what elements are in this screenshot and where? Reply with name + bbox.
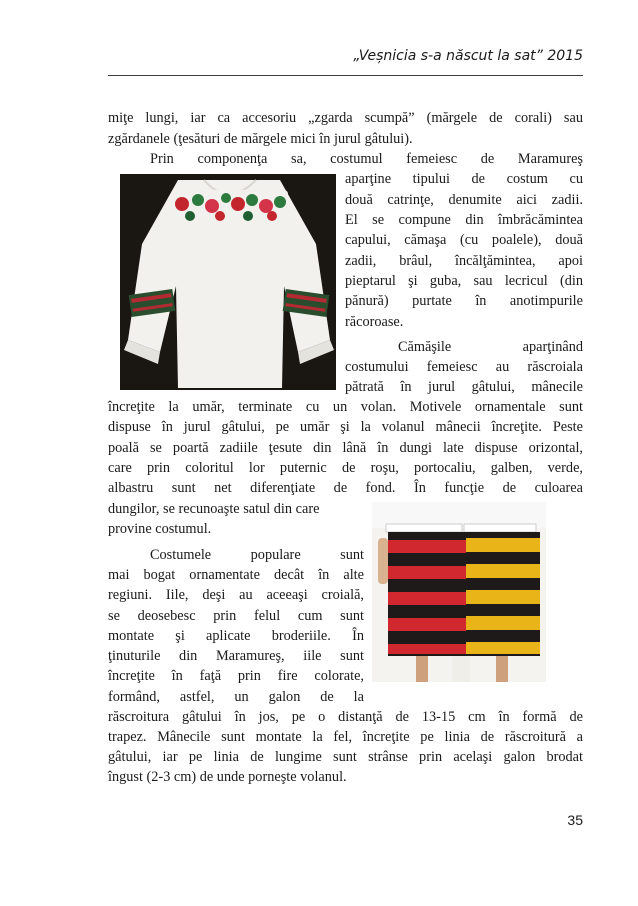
body-line: miţe lungi, iar ca accesoriu „zgarda scumpă” (mărgele de corali) sau (108, 110, 583, 126)
embroidered-blouse-photo (120, 174, 336, 390)
body-line: aparţine tipului de costum cu (345, 171, 583, 187)
body-line: provine costumul. (108, 521, 212, 537)
body-line: poală se poartă zadiile ţesute din lână în dungi late dispuse orizontal, (108, 440, 583, 456)
body-line: Cămăşile aparţinând (398, 339, 583, 355)
body-line: două catrinţe, denumite aici zadii. (345, 192, 583, 208)
body-line: îngust (2-3 cm) de unde porneşte volanul. (108, 769, 347, 785)
body-line: El se compune din îmbrăcămintea (345, 212, 583, 228)
body-line: zadii, brâul, încălţămintea, apoi (345, 253, 583, 269)
body-line: pieptarul şi guba, sau lecricul (din (345, 273, 583, 289)
running-header: „Veșnicia s-a născut la sat” 2015 (353, 48, 583, 64)
body-line: costumului femeiesc au răscroiala (345, 359, 583, 375)
body-line: pătrată în jurul gâtului, mânecile (345, 379, 583, 395)
body-line: răcoroase. (345, 314, 404, 330)
body-line: montate şi aplicate broderiile. În (108, 628, 364, 644)
body-line: care prin coloritul lor puternic de roşu, portocaliu, galben, verde, (108, 460, 583, 476)
body-line: gâtului, iar pe linia de lungime sunt strânse prin acelaşi galon brodat (108, 749, 583, 765)
body-line: albastru sunt net diferenţiate de fond. În funcţie de culoarea (108, 480, 583, 496)
body-line: zgărdanele (ţesături de mărgele mici în jurul gâtului). (108, 131, 413, 147)
body-line: trapez. Mânecile sunt montate la fel, încreţite pe linia de răscroitură a (108, 729, 583, 745)
body-line: Costumele populare sunt (150, 547, 364, 563)
body-line: încreţite la umăr, terminate cu un volan. Motivele ornamentale sunt (108, 399, 583, 415)
body-line: capului, cămaşa (cu poalele), două (345, 232, 583, 248)
body-line: formând, astfel, un galon de la (108, 689, 364, 705)
body-line: ţinuturile din Maramureş, iile sunt (108, 648, 364, 664)
header-rule (108, 75, 583, 76)
page-number: 35 (567, 812, 583, 828)
body-line: încreţite în faţă prin fire colorate, (108, 668, 364, 684)
body-line: dispuse în jurul gâtului, pe umăr şi la volanul mânecii încreţite. Peste (108, 419, 583, 435)
body-line: mai bogat ornamentate decât în alte (108, 567, 364, 583)
body-line: regiuni. Iile, deşi au aceeaşi croială, (108, 587, 364, 603)
body-line: Prin componenţa sa, costumul femeiesc de Maramureş (150, 151, 583, 167)
body-line: răscroitura gâtului în jos, pe o distanţă de 13-15 cm în formă de (108, 709, 583, 725)
striped-zadii-photo (372, 502, 546, 682)
body-line: dungilor, se recunoaşte satul din care (108, 501, 320, 517)
body-line: pănură) purtate în anotimpurile (345, 293, 583, 309)
body-line: se deosebesc prin felul cum sunt (108, 608, 364, 624)
